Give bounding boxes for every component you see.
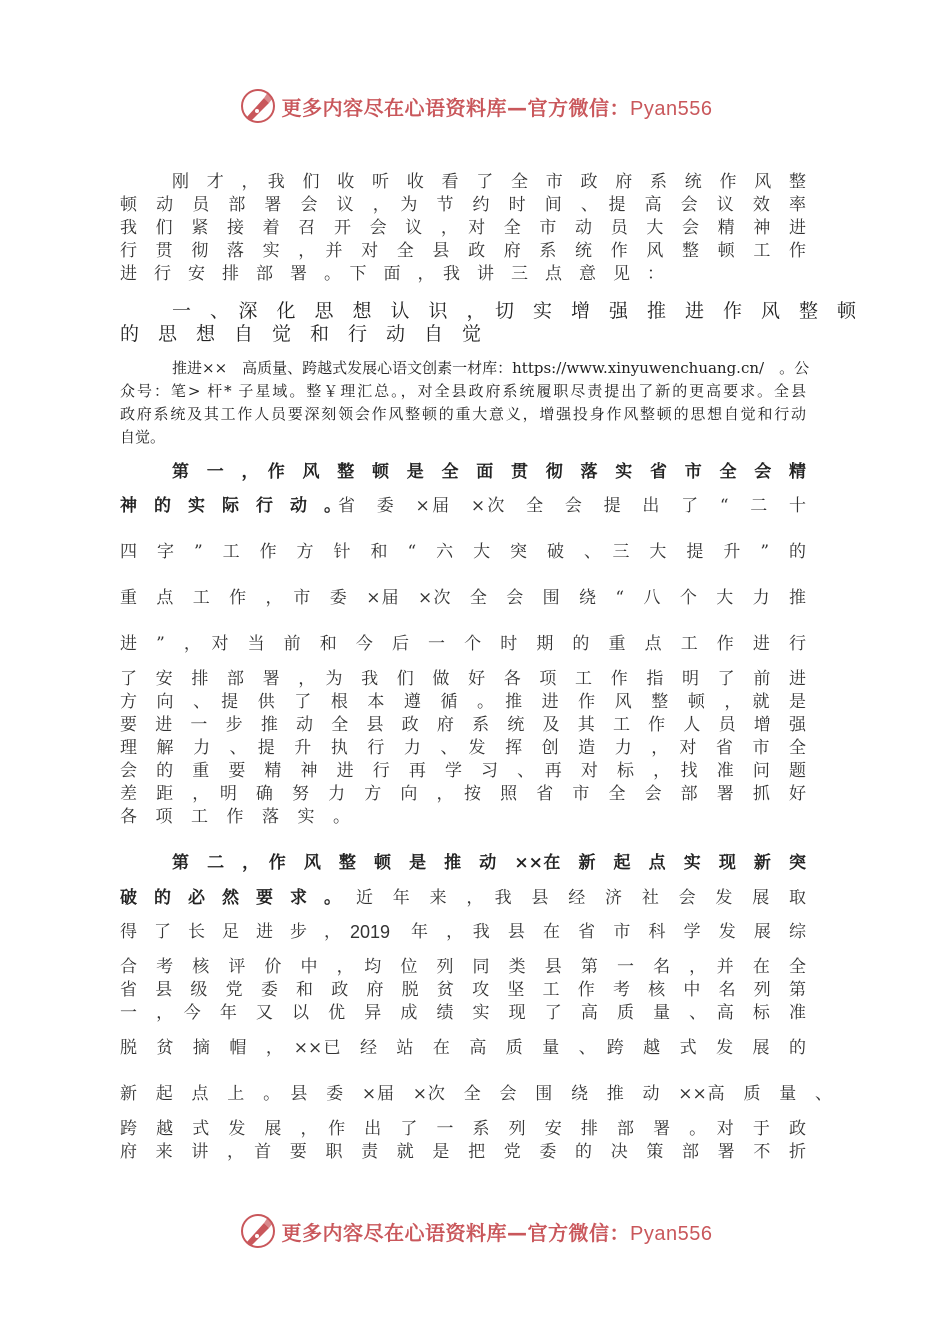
para1-line-1: 推进×× 高质量、跨越式发展心语文创素一材库：https://www.xinyuwenchuang.cn/ 。公: [172, 359, 810, 377]
intro-line-5: 进 行 安 排 部 署 。 下 面 ， 我 讲 三 点 意 见 ：: [120, 264, 664, 284]
section-heading-1: 一 、 深 化 思 想 认 识 ， 切 实 增 强 推 进 作 风 整 顿: [172, 300, 857, 322]
point-1-line-9: 理 解 力 、 提 升 执 行 力 、 发 挥 创 造 力 ， 对 省 市 全: [120, 738, 806, 758]
para1-line-4: 自觉。: [120, 428, 166, 446]
wechat-id: Pyan556: [630, 97, 713, 120]
point-2-line-7: 脱 贫 摘 帽 ， ××已 经 站 在 高 质 量 、 跨 越 式 发 展 的: [120, 1038, 806, 1058]
point-1-line-8: 要 进 一 步 推 动 全 县 政 府 系 统 及 其 工 作 人 员 增 强: [120, 715, 806, 735]
header-banner: [0, 84, 950, 128]
banner-text: 更多内容尽在心语资料库—官方微信：Pyan556: [281, 95, 713, 120]
point-1-line-3: 四 字 ” 工 作 方 针 和 “ 六 大 突 破 、 三 大 提 升 ” 的: [120, 542, 806, 562]
point-2-line-8: 新 起 点 上 。 县 委 ×届 ×次 全 会 围 绕 推 动 ××高 质 量 、: [120, 1084, 832, 1104]
point-1-line-7: 方 向 、 提 供 了 根 本 遵 循 。 推 进 作 风 整 顿 ， 就 是: [120, 692, 806, 712]
point-1-text-start: 省 委 ×届 ×次 全 会 提 出 了 “ 二 十: [338, 496, 806, 516]
point-2-line-3a: 得 了 长 足 进 步 ，: [120, 922, 341, 942]
section-heading-1-cont: 的 思 想 自 觉 和 行 动 自 觉: [120, 323, 482, 345]
point-1-line-4: 重 点 工 作 ， 市 委 ×届 ×次 全 会 围 绕 “ 八 个 大 力 推: [120, 588, 806, 608]
point-2-line-9: 跨 越 式 发 展 ， 作 出 了 一 系 列 安 排 部 署 。 对 于 政: [120, 1119, 806, 1139]
point-2-line-3b: 年 ， 我 县 在 省 市 科 学 发 展 综: [411, 922, 806, 942]
point-2-title: 第 二 ， 作 风 整 顿 是 推 动 ××在 新 起 点 实 现 新 突: [172, 853, 806, 873]
banner-text: 更多内容尽在心语资料库—官方微信：Pyan556: [281, 1220, 713, 1245]
wechat-id: Pyan556: [630, 1222, 713, 1245]
footer-banner: [0, 1209, 950, 1253]
point-2-line-4: 合 考 核 评 价 中 ， 均 位 列 同 类 县 第 一 名 ， 并 在 全: [120, 957, 806, 977]
pen-nib-logo-icon: [238, 86, 278, 126]
year-value: 2019: [350, 922, 391, 942]
intro-line-1: 刚 才 ， 我 们 收 听 收 看 了 全 市 政 府 系 统 作 风 整: [172, 172, 806, 192]
point-2-text-start: 近 年 来 ， 我 县 经 济 社 会 发 展 取: [356, 888, 806, 908]
intro-line-3: 我 们 紧 接 着 召 开 会 议 ， 对 全 市 动 员 大 会 精 神 进: [120, 218, 806, 238]
point-2-line-3: [120, 921, 806, 944]
point-2-title-end: 破 的 必 然 要 求 。: [120, 888, 341, 908]
point-2-line-10: 府 来 讲 ， 首 要 职 责 就 是 把 党 委 的 决 策 部 署 不 折: [120, 1142, 806, 1162]
intro-line-2: 顿 动 员 部 署 会 议 ， 为 节 约 时 间 、 提 高 会 议 效 率: [120, 195, 806, 215]
intro-line-4: 行 贯 彻 落 实 ， 并 对 全 县 政 府 系 统 作 风 整 顿 工 作: [120, 241, 806, 261]
pen-nib-logo-icon: [238, 1211, 278, 1251]
point-1-line-10: 会 的 重 要 精 神 进 行 再 学 习 、 再 对 标 ， 找 准 问 题: [120, 761, 806, 781]
point-1-line-11: 差 距 ， 明 确 努 力 方 向 ， 按 照 省 市 全 会 部 署 抓 好: [120, 784, 806, 804]
point-2-line-2: [120, 887, 806, 910]
point-1-line-12: 各 项 工 作 落 实 。: [120, 807, 350, 827]
point-1-line-5: 进 ” ， 对 当 前 和 今 后 一 个 时 期 的 重 点 工 作 进 行: [120, 634, 806, 654]
point-1-line-2: [120, 495, 806, 518]
para1-line-3: 政府系统及其工作人员要深刻领会作风整顿的重大意义，增强投身作风整顿的思想自觉和行动: [120, 405, 806, 423]
point-1-line-6: 了 安 排 部 署 ， 为 我 们 做 好 各 项 工 作 指 明 了 前 进: [120, 669, 806, 689]
point-1-title-end: 神 的 实 际 行 动 。: [120, 496, 341, 516]
point-2-line-5: 省 县 级 党 委 和 政 府 脱 贫 攻 坚 工 作 考 核 中 名 列 第: [120, 980, 806, 1000]
point-2-line-6: 一 ， 今 年 又 以 优 异 成 绩 实 现 了 高 质 量 、 高 标 准: [120, 1003, 806, 1023]
para1-line-2: 众号：笔> 杆* 子星域。整￥理汇总。，对全县政府系统履职尽责提出了新的更高要求。全县: [120, 382, 806, 400]
point-1-title: 第 一 ， 作 风 整 顿 是 全 面 贯 彻 落 实 省 市 全 会 精: [172, 462, 806, 482]
